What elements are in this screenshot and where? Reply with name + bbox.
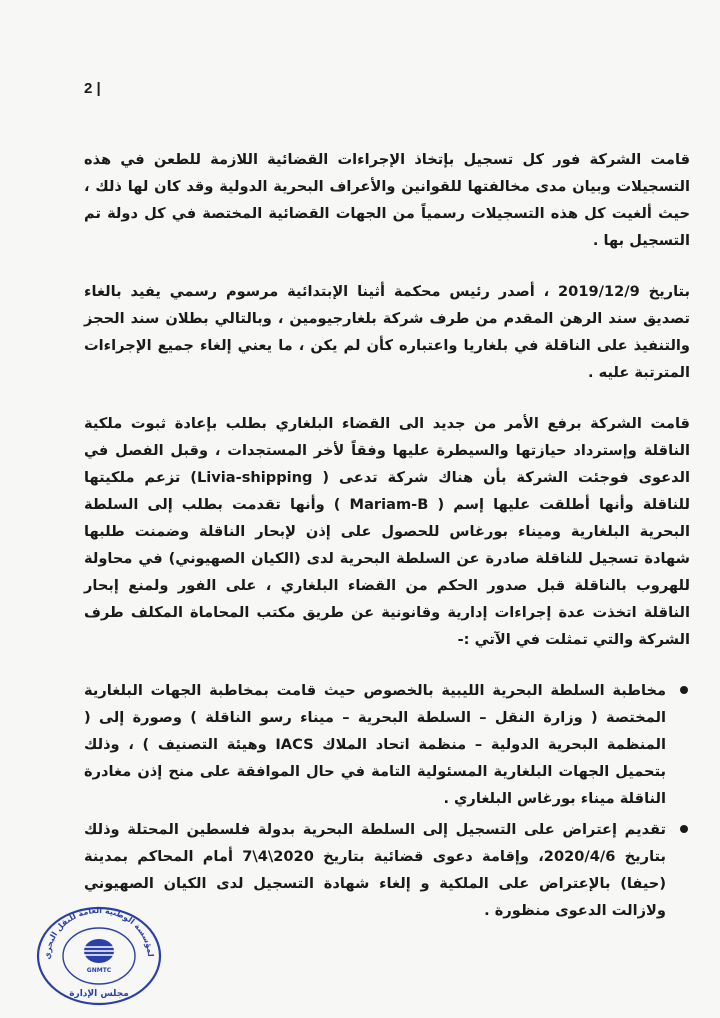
bullet-icon	[680, 686, 688, 694]
bullet-text: مخاطبة السلطة البحرية الليبية بالخصوص حيث قامت بمخاطبة الجهات البلغارية المختصة ( وزارة النقل – السلطة البحرية – ميناء رسو الناقلة ) وصورة إلى ( المنظمة البحرية الدولية – منظمة اتحاد الملاك IACS وهيئة التصنيف ) ، وذلك بتحميل الجهات البلغارية المسئولية التامة في حال الموافقة على منح إذن مغادرة الناقلة ميناء بورغاس البلغاري .	[84, 682, 666, 807]
document-body	[84, 146, 690, 928]
list-item	[84, 816, 690, 924]
company-seal	[34, 902, 164, 1007]
bullet-list	[84, 677, 690, 924]
list-item	[84, 677, 690, 812]
paragraph-2: بتاريخ 2019/12/9 ، أصدر رئيس محكمة أثينا الإبتدائية مرسوم رسمي يفيد بالغاء تصديق سند الرهن المقدم من طرف شركة بلغارجيومين ، وبالتالي بطلان سند الحجز والتنفيذ على الناقلة في بلغاريا واعتباره كأن لم يكن ، ما يعني إلغاء جميع الإجراءات المترتبة عليه .	[84, 283, 690, 381]
seal-footer: مجلس الإدارة	[69, 989, 129, 999]
bullet-text: تقديم إعتراض على التسجيل إلى السلطة البحرية بدولة فلسطين المحتلة وذلك بتاريخ 2020/4/6، وإقامة دعوى قضائية بتاريخ 2020\4\7 أمام المحاكم بمدينة (حيفا) بالإعتراض على الملكية و إلغاء شهادة التسجيل لدى الكيان الصهيوني ولازالت الدعوى منظورة .	[84, 821, 666, 919]
seal-emblem-text: GNMTC	[86, 967, 112, 974]
bullet-icon	[680, 825, 688, 833]
seal-org-name: لمؤسسة الوطنية العامة للنقل البحري	[42, 905, 155, 960]
globe-emblem-icon	[84, 939, 114, 963]
paragraph-3: قامت الشركة برفع الأمر من جديد الى القضاء البلغاري بطلب بإعادة ثبوت ملكية الناقلة وإسترداد حيازتها والسيطرة عليها وفقاً لأخر المستجدات ، وقبل الفصل في الدعوى فوجئت الشركة بأن هناك شركة تدعى ( Livia-shipping) تزعم ملكيتها للناقلة وأنها أطلقت عليها إسم ( Mariam-B ) وأنها تقدمت بطلب إلى السلطة البحرية البلغارية وميناء بورغاس للحصول على إذن لإبحار الناقلة وضمنت طلبها شهادة تسجيل للناقلة صادرة عن السلطة البحرية لدى (الكيان الصهيوني) في محاولة للهروب بالناقلة قبل صدور الحكم من القضاء البلغاري ، على الفور ولمنع إبحار الناقلة اتخذت عدة إجراءات إدارية وقانونية عن طريق مكتب المحاماة المكلف طرف الشركة والتي تمثلت في الآتي :-	[84, 415, 690, 648]
paragraph-1: قامت الشركة فور كل تسجيل بإتخاذ الإجراءات القضائية اللازمة للطعن في هذه التسجيلات وبيان مدى مخالفتها للقوانين والأعراف البحرية الدولية وقد كان لها ذلك ، حيث ألغيت كل هذه التسجيلات رسمياً من الجهات القضائية المختصة في كل دولة تم التسجيل بها .	[84, 151, 690, 249]
page-number: 2 |	[84, 80, 101, 97]
